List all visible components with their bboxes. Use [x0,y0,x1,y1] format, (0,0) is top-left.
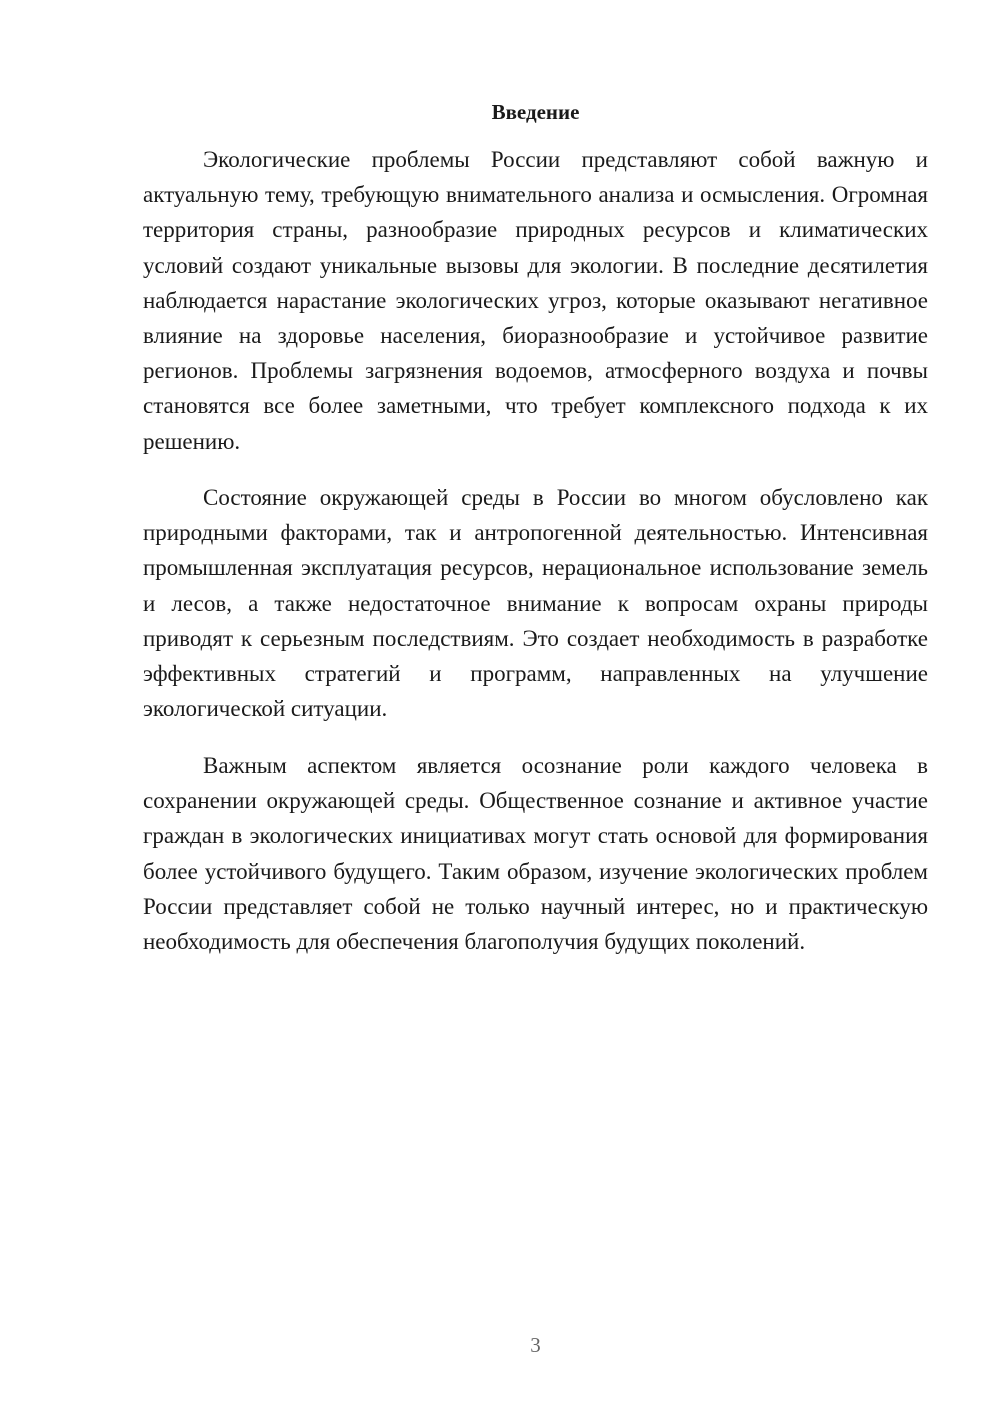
paragraph-3: Важным аспектом является осознание роли каждого человека в сохранении окружающей среды. Общественное сознание и активное участие граждан в экологических инициативах могут стать основой для формирования более устойчивого будущего. Таким образом, изучение экологических проблем России представляет собой не только научный интерес, но и практическую необходимость для обеспечения благополучия будущих поколений. [143,753,928,955]
section-heading: Введение [491,100,580,124]
paragraph-1: Экологические проблемы России представляют собой важную и актуальную тему, требующую внимательного анализа и осмысления. Огромная территория страны, разнообразие природных ресурсов и климатических условий создают уникальные вызовы для экологии. В последние десятилетия наблюдается нарастание экологических угроз, которые оказывают негативное влияние на здоровье населения, биоразнообразие и устойчивое развитие регионов. Проблемы загрязнения водоемов, атмосферного воздуха и почвы становятся все более заметными, что требует комплексного подхода к их решению. [143,147,928,454]
page-number: 3 [530,1333,541,1357]
paragraph-2: Состояние окружающей среды в России во многом обусловлено как природными факторами, так и антропогенной деятельностью. Интенсивная промышленная эксплуатация ресурсов, нерациональное использование земель и лесов, а также недостаточное внимание к вопросам охраны природы приводят к серьезным последствиям. Это создает необходимость в разработке эффективных стратегий и программ, направленных на улучшение экологической ситуации. [143,485,928,722]
